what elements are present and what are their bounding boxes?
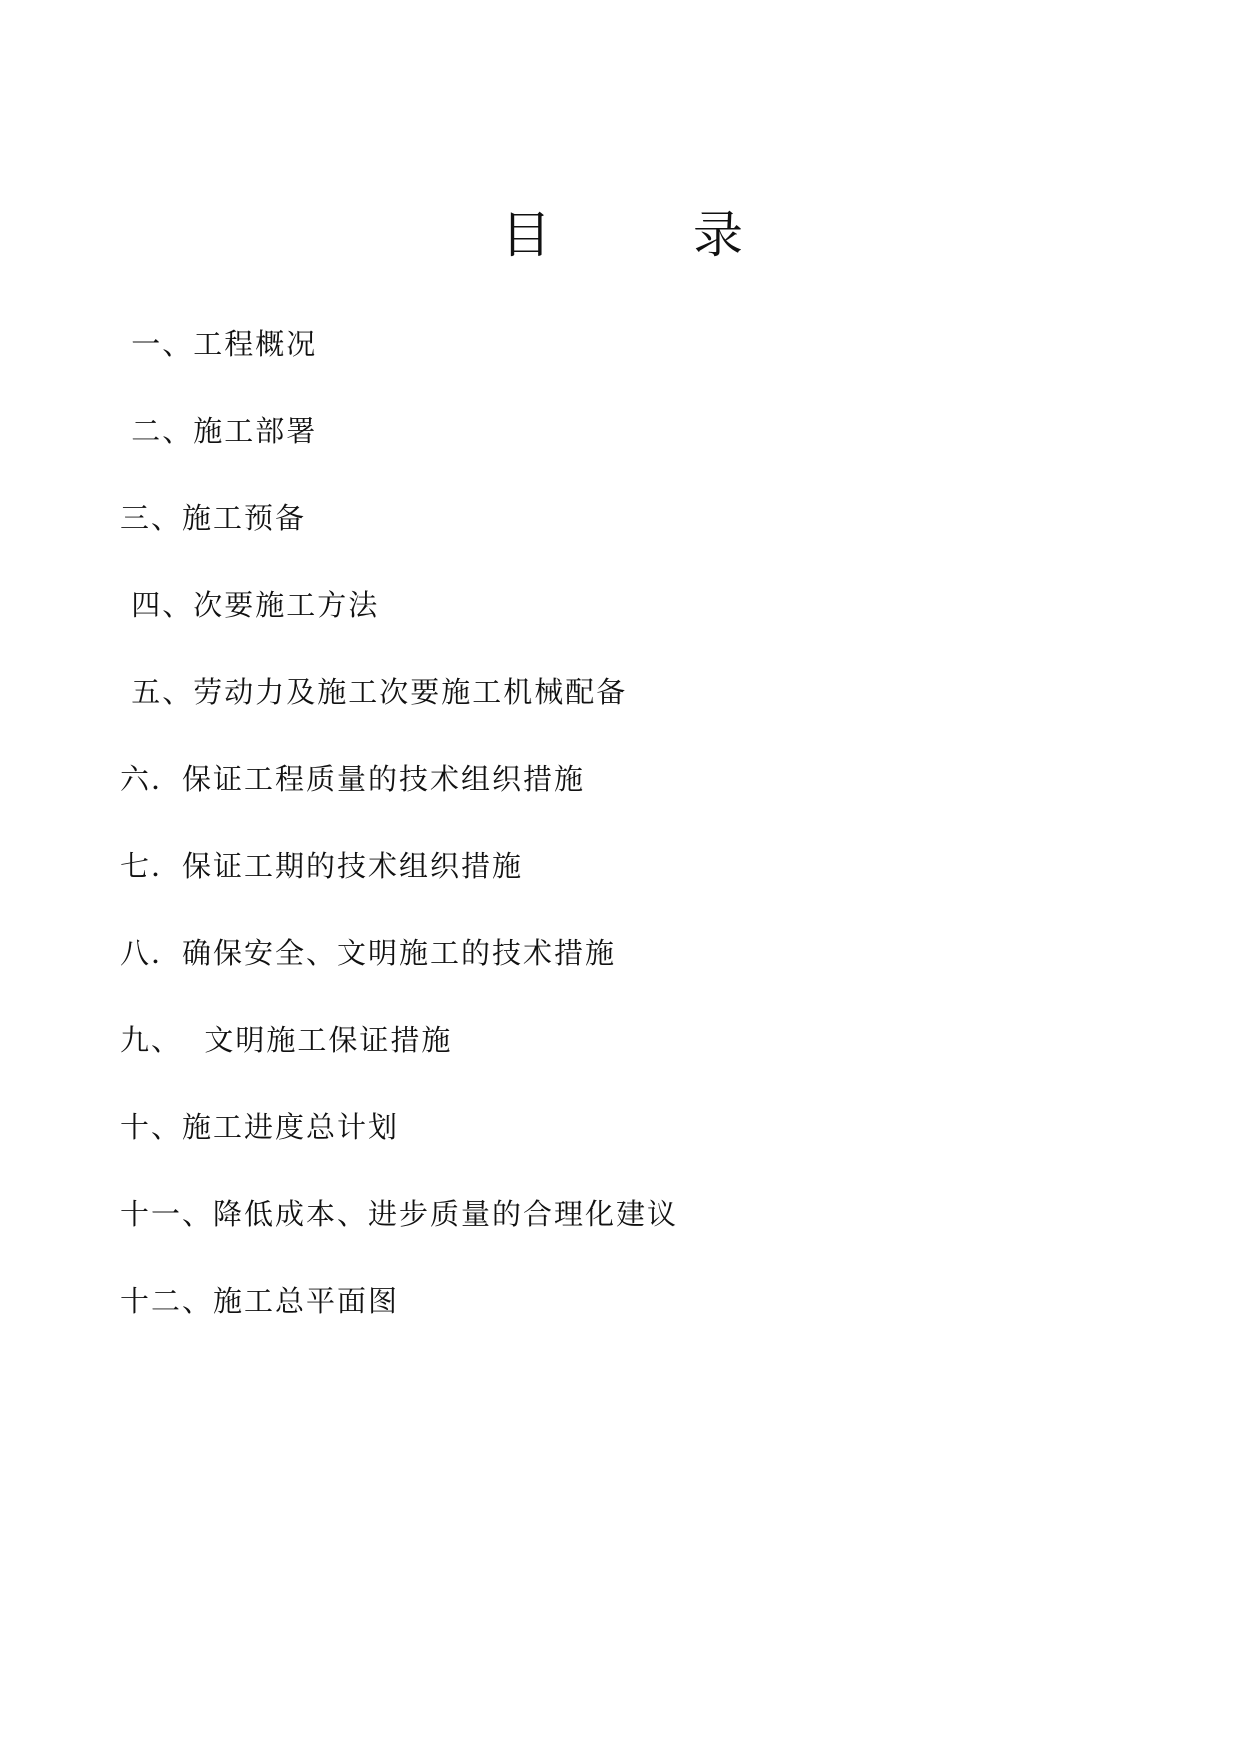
toc-item-7: 七．保证工期的技术组织措施 <box>120 849 524 883</box>
toc-item-4: 四、次要施工方法 <box>120 588 380 622</box>
toc-item-3: 三、施工预备 <box>120 501 307 535</box>
toc-item-9: 九、 文明施工保证措施 <box>120 1023 453 1057</box>
page-title <box>0 205 1241 265</box>
toc-item-5: 五、劳动力及施工次要施工机械配备 <box>120 675 628 709</box>
toc-item-6: 六．保证工程质量的技术组织措施 <box>120 762 586 796</box>
toc-item-12: 十二、施工总平面图 <box>120 1284 400 1318</box>
title-char-2: 录 <box>693 206 743 264</box>
toc-item-2: 二、施工部署 <box>120 414 318 448</box>
toc-item-10: 十、施工进度总计划 <box>120 1110 400 1144</box>
toc-item-11: 十一、降低成本、进步质量的合理化建议 <box>120 1197 679 1231</box>
title-char-1: 目 <box>501 206 551 264</box>
toc-item-8: 八．确保安全、文明施工的技术措施 <box>120 936 617 970</box>
toc-item-1: 一、工程概况 <box>120 327 318 361</box>
